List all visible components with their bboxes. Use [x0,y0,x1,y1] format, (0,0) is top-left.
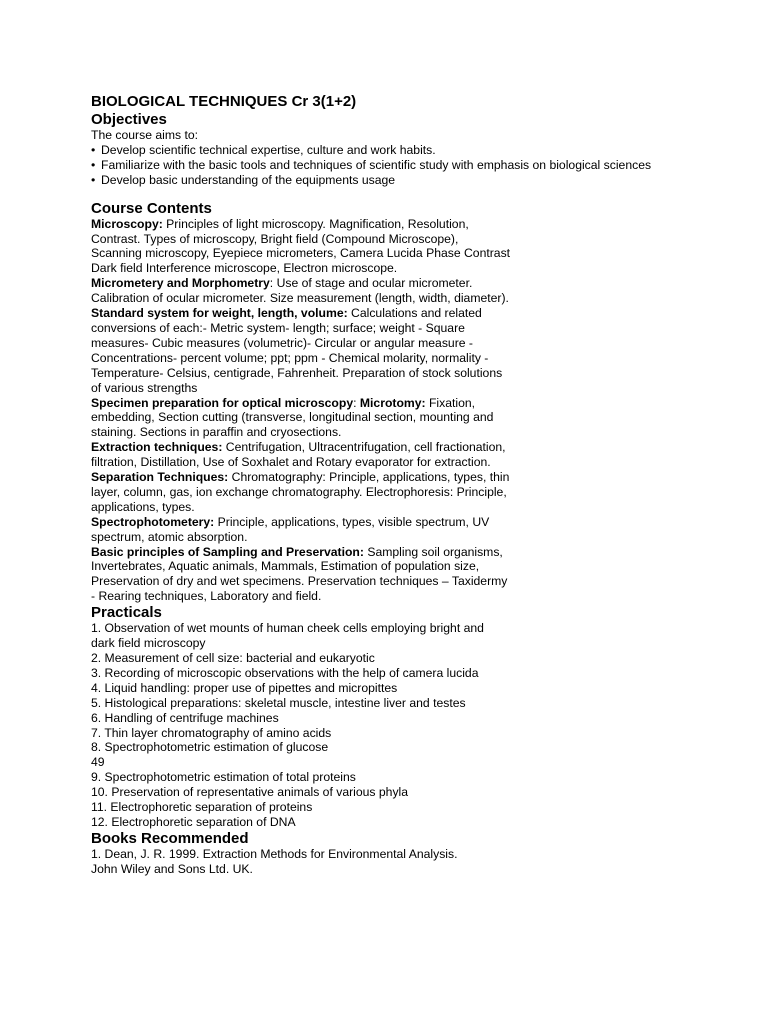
bullet-icon: • [91,157,96,172]
book-item: 1. Dean, J. R. 1999. Extraction Methods for Environmental Analysis. [91,846,458,861]
topic-microscopy: Microscopy: Principles of light microscopy. Magnification, Resolution, Contrast. Types of microscopy, Bright field (Compound Microscope), Scanning microscopy, Eyepiece micrometers, Camera Lucida Phase Contrast Dark field Interference microscope, Electron microscope. [91,216,511,276]
topic-specimen-preparation: Specimen preparation for optical microscopy: Microtomy: Fixation, embedding, Section cutting (transverse, longitudinal section, mounting and staining. Sections in paraffin and cryosections. [91,395,494,440]
bullet-icon: • [91,142,96,157]
book-item-continued: John Wiley and Sons Ltd. UK. [91,861,253,876]
practical-item: 1. Observation of wet mounts of human cheek cells employing bright and [91,621,484,636]
practical-item: 6. Handling of centrifuge machines [91,710,279,725]
practical-item: 8. Spectrophotometric estimation of glucose [91,740,329,755]
practicals-heading: Practicals [91,604,162,622]
course-contents-heading: Course Contents [91,199,212,217]
objectives-list [91,143,711,188]
topic-micrometery: Micrometery and Morphometry: Use of stage and ocular micrometer. Calibration of ocular micrometer. Size measurement (length, width, diameter). [91,276,509,306]
practical-item: 9. Spectrophotometric estimation of total proteins [91,770,356,785]
books-heading: Books Recommended [91,829,249,847]
practical-item: 7. Thin layer chromatography of amino acids [91,725,332,740]
practicals-list [91,621,711,830]
practical-item: 4. Liquid handling: proper use of pipettes and micropittes [91,680,398,695]
objective-item: • Familiarize with the basic tools and techniques of scientific study with emphasis on biological sciences [91,157,652,172]
practical-item: 11. Electrophoretic separation of proteins [91,800,313,815]
document-title: BIOLOGICAL TECHNIQUES Cr 3(1+2) [91,93,357,110]
objectives-intro: The course aims to: [91,128,199,142]
course-contents-body [91,217,511,605]
practical-item: 3. Recording of microscopic observations with the help of camera lucida [91,665,479,680]
topic-spectrophotometery: Spectrophotometery: Principle, applications, types, visible spectrum, UV spectrum, atomic absorption. [91,514,490,544]
practical-item: dark field microscopy [91,636,206,651]
practical-item: 5. Histological preparations: skeletal muscle, intestine liver and testes [91,695,466,710]
document-content [91,93,711,877]
objective-item: • Develop basic understanding of the equipments usage [91,172,396,187]
topic-separation: Separation Techniques: Chromatography: Principle, applications, types, thin layer, column, gas, ion exchange chromatography. Electrophoresis: Principle, applications, types. [91,470,510,514]
page-number: 49 [91,755,105,770]
topic-sampling: Basic principles of Sampling and Preservation: Sampling soil organisms, Invertebrates, Aquatic animals, Mammals, Estimation of population size, Preservation of dry and wet specimens. Preservation techniques – Taxidermy - Rearing techniques, Laboratory and field. [91,544,508,604]
topic-standard-system: Standard system for weight, length, volume: Calculations and related conversions of each:- Metric system- length; surface; weight - Square measures- Cubic measures (volumetric)- Circular or angular measure - Concentrations- percent volume; ppt; ppm - Chemical molarity, normality - Temperature- Celsius, centigrade, Fahrenheit. Preparation of stock solutions of various strengths [91,306,503,395]
practical-item: 2. Measurement of cell size: bacterial and eukaryotic [91,651,375,665]
objectives-heading: Objectives [91,111,167,128]
objective-item: • Develop scientific technical expertise, culture and work habits. [91,142,436,157]
practical-item: 10. Preservation of representative animals of various phyla [91,785,409,800]
bullet-icon: • [91,172,96,187]
practical-item: 12. Electrophoretic separation of DNA [91,814,296,829]
topic-extraction: Extraction techniques: Centrifugation, Ultracentrifugation, cell fractionation, filtration, Distillation, Use of Soxhalet and Rotary evaporator for extraction. [91,440,506,470]
